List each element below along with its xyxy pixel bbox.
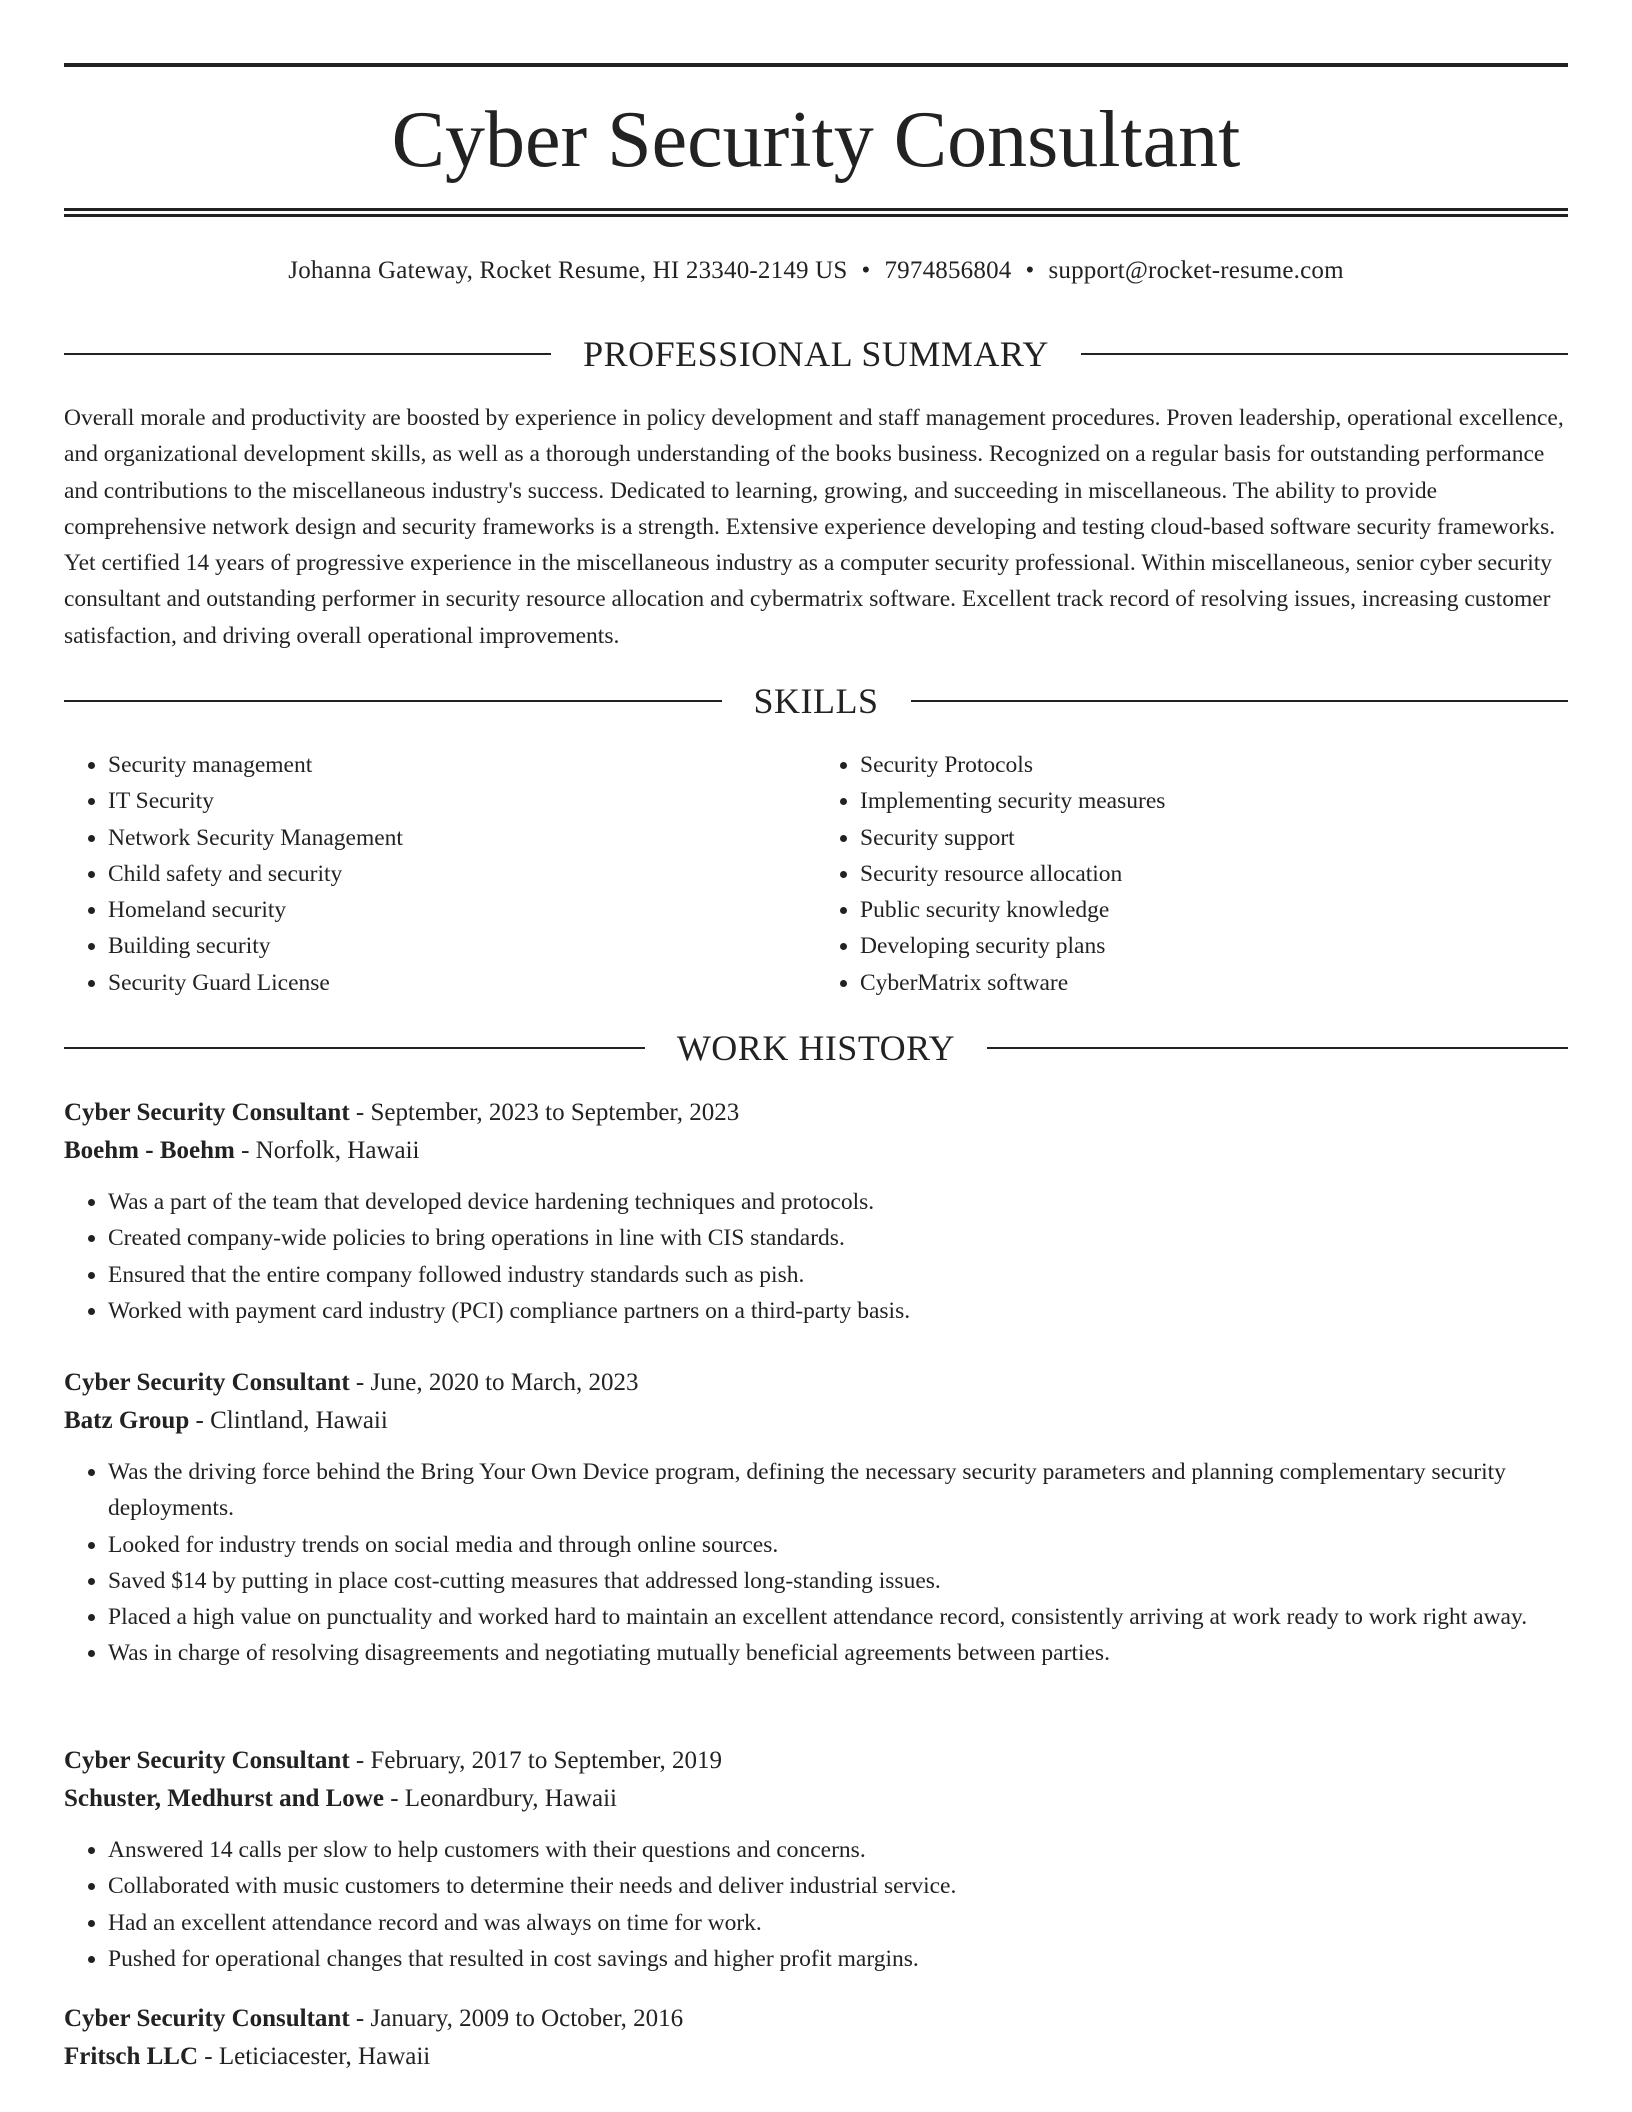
job-company: Fritsch LLC <box>64 2043 199 2070</box>
skill-item: • Homeland security <box>108 892 816 928</box>
heading-rule-right <box>1081 353 1568 355</box>
heading-rule-right <box>911 700 1569 702</box>
skills-column-right <box>816 747 1568 1001</box>
job-location: - Leonardbury, Hawaii <box>383 1785 617 1812</box>
skill-item: • Network Security Management <box>108 820 816 856</box>
contact-separator: • <box>861 257 871 284</box>
title-double-rule <box>64 208 1568 217</box>
job-entry <box>64 1364 1568 1672</box>
job-bullet: • Placed a high value on punctuality and worked hard to maintain an excellent attendance record, consistently arriving at work ready to work right away. <box>108 1599 1568 1635</box>
skill-item: • Security support <box>860 820 1568 856</box>
skills-list <box>64 747 1568 1001</box>
job-bullet: • Looked for industry trends on social media and through online sources. <box>108 1527 1568 1563</box>
skills-heading <box>64 679 1568 723</box>
top-rule <box>64 63 1568 67</box>
work-history-heading <box>64 1026 1568 1070</box>
job-bullet: • Was a part of the team that developed device hardening techniques and protocols. <box>108 1184 1568 1220</box>
job-title: Cyber Security Consultant <box>64 2005 350 2032</box>
contact-phone: 7974856804 <box>884 257 1012 284</box>
skill-item: • Child safety and security <box>108 856 816 892</box>
skill-item: • Developing security plans <box>860 928 1568 964</box>
job-title: Cyber Security Consultant <box>64 1747 350 1774</box>
job-bullet: • Created company-wide policies to bring operations in line with CIS standards. <box>108 1220 1568 1256</box>
job-dates: - February, 2017 to September, 2019 <box>349 1747 722 1774</box>
job-entry <box>64 1742 1568 1977</box>
job-location: - Leticiacester, Hawaii <box>198 2043 431 2070</box>
skill-item: • CyberMatrix software <box>860 965 1568 1001</box>
job-company-line <box>64 1780 1568 1818</box>
job-title-line <box>64 1094 1568 1132</box>
job-title: Cyber Security Consultant <box>64 1099 350 1126</box>
skill-item: • Security resource allocation <box>860 856 1568 892</box>
job-bullet: • Was in charge of resolving disagreements and negotiating mutually beneficial agreements between parties. <box>108 1635 1568 1671</box>
skill-item: • Implementing security measures <box>860 783 1568 819</box>
summary-title: PROFESSIONAL SUMMARY <box>583 334 1049 374</box>
job-location: - Norfolk, Hawaii <box>234 1137 420 1164</box>
job-bullet: • Answered 14 calls per slow to help customers with their questions and concerns. <box>108 1832 1568 1868</box>
job-company-line <box>64 1402 1568 1440</box>
contact-line <box>64 254 1568 288</box>
job-bullet: • Saved $14 by putting in place cost-cutting measures that addressed long-standing issues. <box>108 1563 1568 1599</box>
resume-title: Cyber Security Consultant <box>391 96 1241 184</box>
job-bullets <box>64 1184 1568 1329</box>
skill-item: • IT Security <box>108 783 816 819</box>
skill-item: • Public security knowledge <box>860 892 1568 928</box>
job-bullet: • Collaborated with music customers to determine their needs and deliver industrial service. <box>108 1868 1568 1904</box>
job-company-line <box>64 2038 1568 2076</box>
job-title-line <box>64 1742 1568 1780</box>
job-entry <box>64 1094 1568 1329</box>
skill-item: • Security Protocols <box>860 747 1568 783</box>
skill-item: • Building security <box>108 928 816 964</box>
job-bullet: • Pushed for operational changes that resulted in cost savings and higher profit margins. <box>108 1941 1568 1977</box>
job-bullet: • Had an excellent attendance record and was always on time for work. <box>108 1905 1568 1941</box>
heading-rule-right <box>987 1047 1568 1049</box>
job-company: Batz Group <box>64 1407 190 1434</box>
job-bullets <box>64 1832 1568 1977</box>
job-title-line <box>64 2000 1568 2038</box>
contact-email: support@rocket-resume.com <box>1048 257 1344 284</box>
job-dates: - June, 2020 to March, 2023 <box>349 1369 639 1396</box>
job-location: - Clintland, Hawaii <box>189 1407 388 1434</box>
skills-column-left <box>64 747 816 1001</box>
job-dates: - September, 2023 to September, 2023 <box>349 1099 740 1126</box>
heading-rule-left <box>64 1047 645 1049</box>
job-company: Schuster, Medhurst and Lowe <box>64 1785 384 1812</box>
job-company-line <box>64 1132 1568 1170</box>
job-title-line <box>64 1364 1568 1402</box>
job-bullet: • Worked with payment card industry (PCI) compliance partners on a third-party basis. <box>108 1293 1568 1329</box>
summary-heading <box>64 332 1568 376</box>
job-bullet: • Was the driving force behind the Bring Your Own Device program, defining the necessary security parameters and planning complementary security deployments. <box>108 1454 1568 1527</box>
summary-paragraph: Overall morale and productivity are boosted by experience in policy development and staff management procedures. Proven leadership, operational excellence, and organizational development skills, as well as a thorough understanding of the books business. Recognized on a regular basis for outstanding performance and contributions to the miscellaneous industry's success. Dedicated to learning, growing, and succeeding in miscellaneous. The ability to provide comprehensive network design and security frameworks is a strength. Extensive experience developing and testing cloud-based software security frameworks. Yet certified 14 years of progressive experience in the miscellaneous industry as a computer security professional. Within miscellaneous, senior cyber security consultant and outstanding performer in security resource allocation and cybermatrix software. Excellent track record of resolving issues, increasing customer satisfaction, and driving overall operational improvements. <box>64 405 1564 649</box>
job-company: Boehm - Boehm <box>64 1137 235 1164</box>
skills-title: SKILLS <box>753 681 879 721</box>
job-entry <box>64 2000 1568 2076</box>
contact-address: Johanna Gateway, Rocket Resume, HI 23340-2149 US <box>288 257 848 284</box>
job-dates: - January, 2009 to October, 2016 <box>349 2005 684 2032</box>
heading-rule-left <box>64 353 551 355</box>
heading-rule-left <box>64 700 722 702</box>
job-bullets <box>64 1454 1568 1672</box>
skill-item: • Security Guard License <box>108 965 816 1001</box>
work-history-title: WORK HISTORY <box>676 1028 956 1068</box>
skill-item: • Security management <box>108 747 816 783</box>
contact-separator: • <box>1025 257 1035 284</box>
job-bullet: • Ensured that the entire company followed industry standards such as pish. <box>108 1257 1568 1293</box>
job-title: Cyber Security Consultant <box>64 1369 350 1396</box>
